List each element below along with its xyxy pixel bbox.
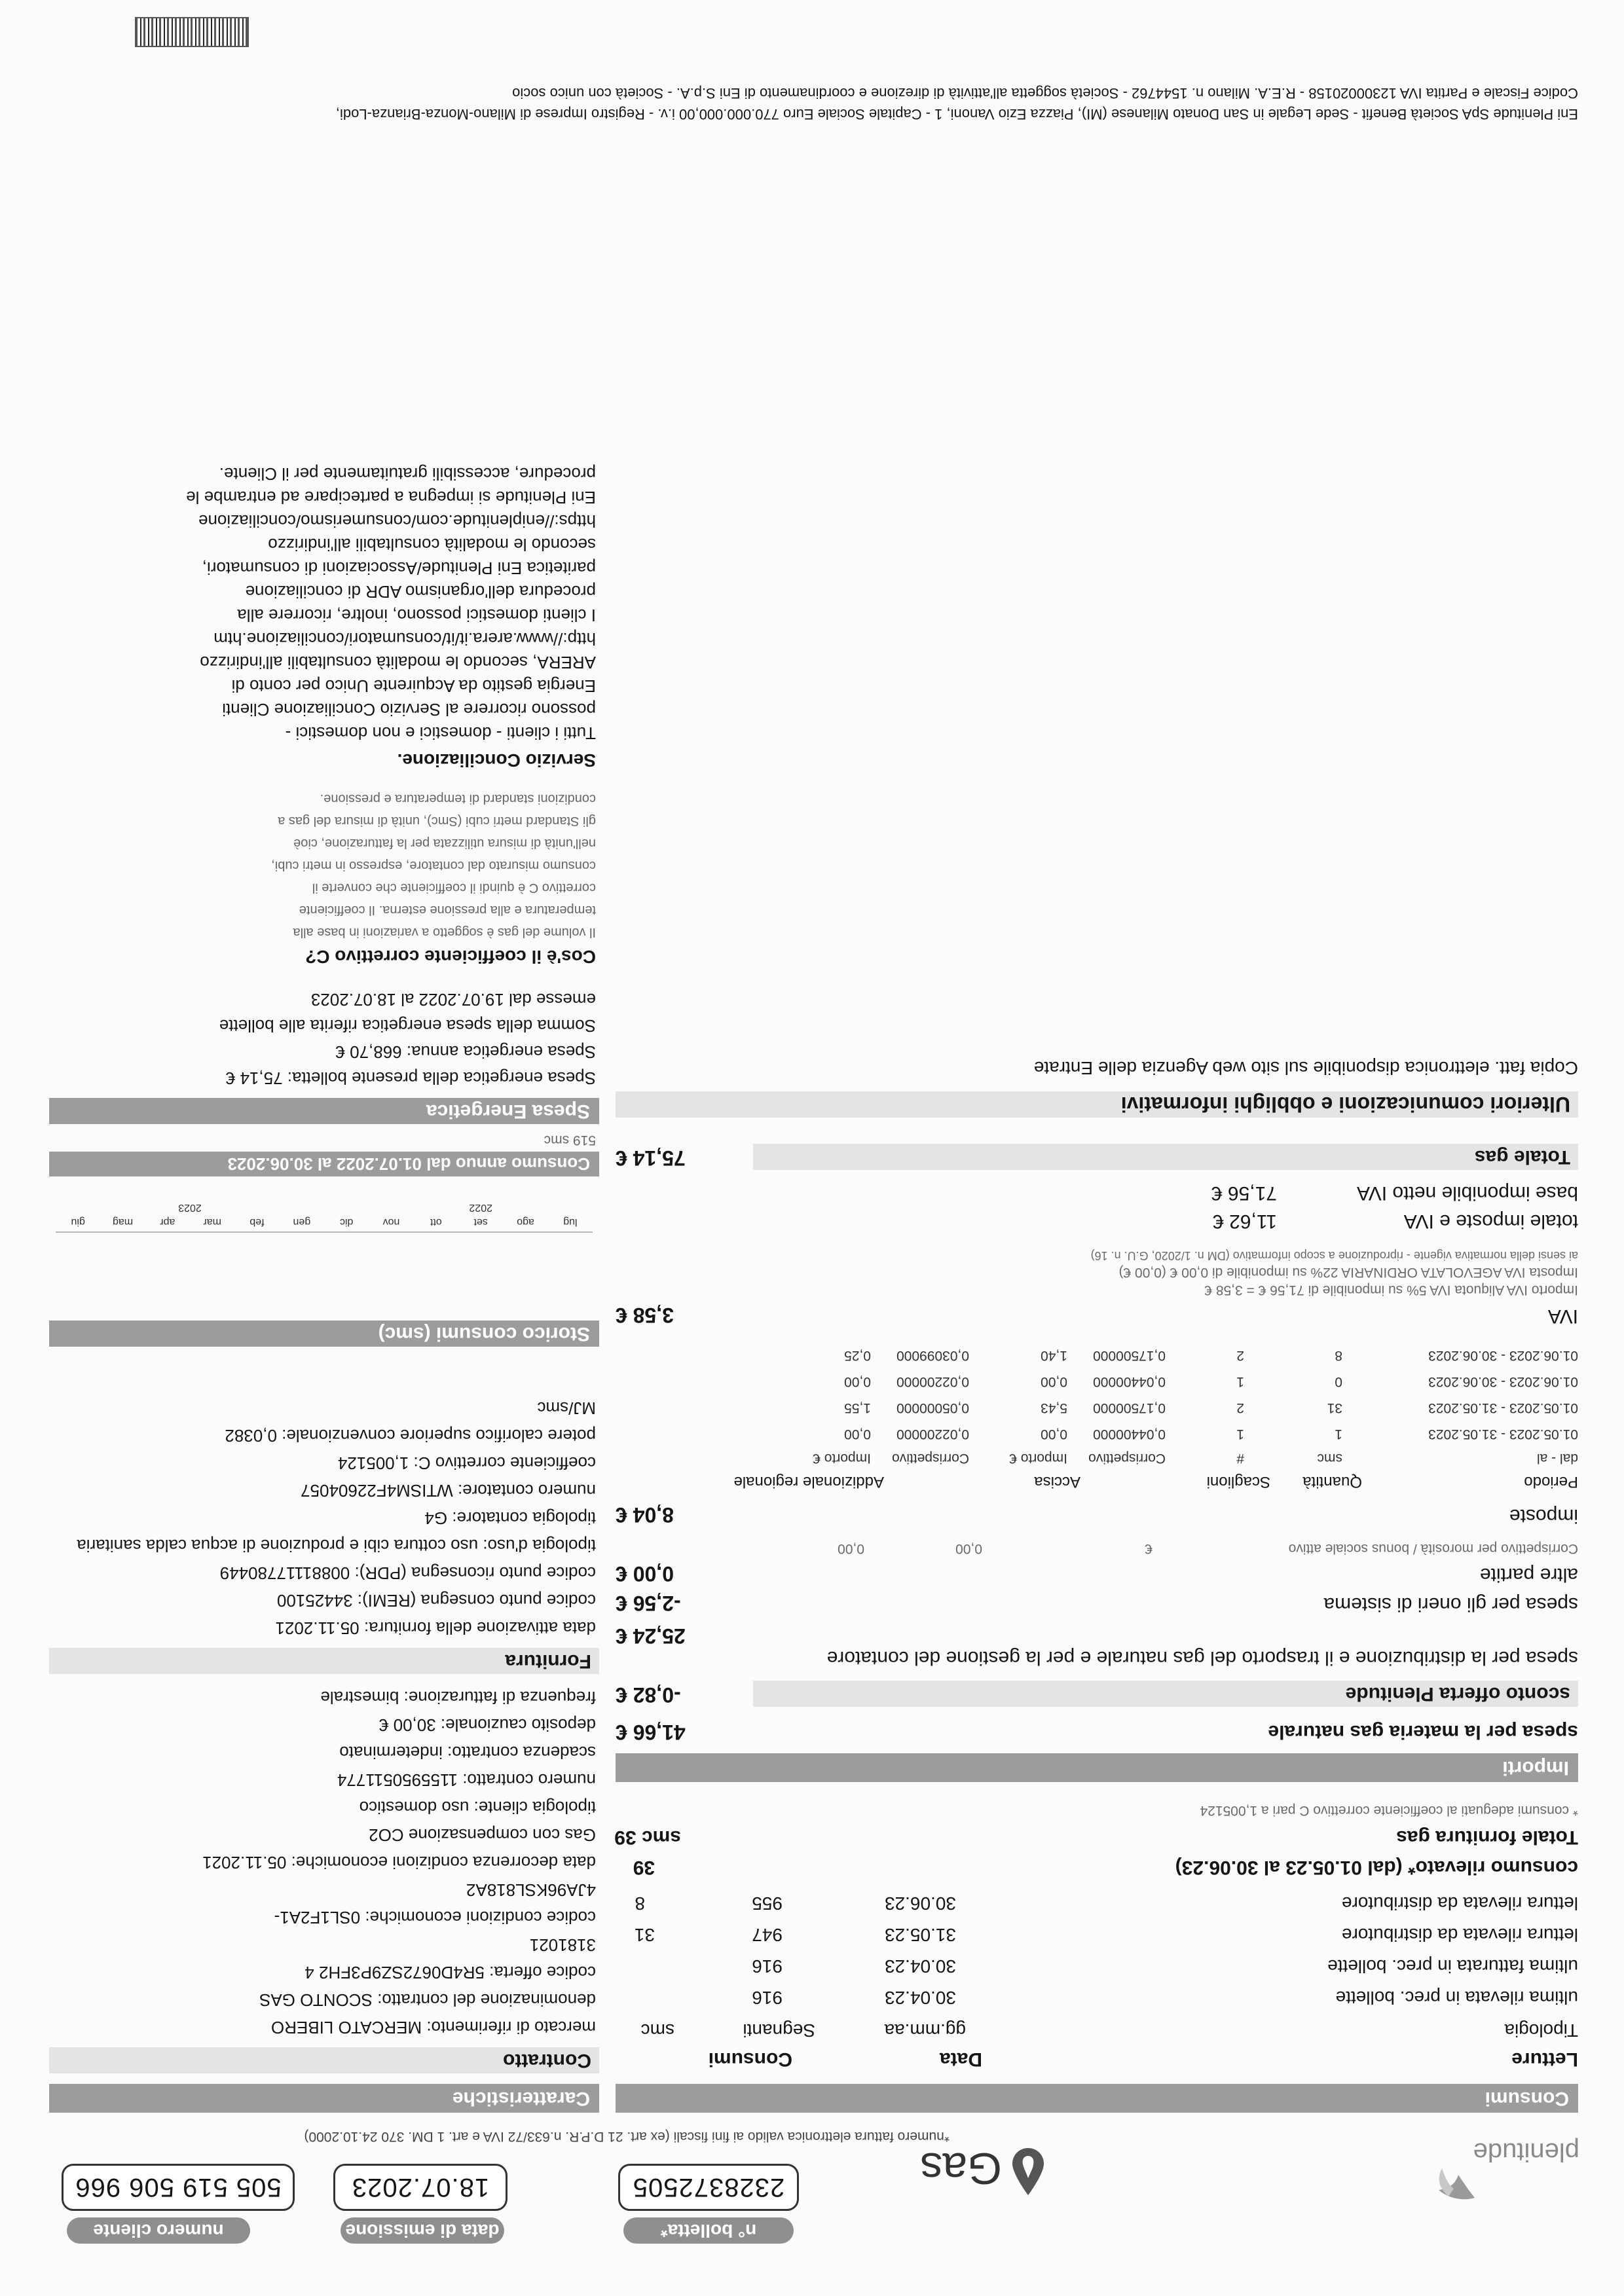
imposte-subcol: Corrispettivo [892,1451,969,1466]
imposte-cell: 0,02200000 [896,1374,969,1389]
correttivo-line: nell'unità di misura utilizzata per la fatturazione, cioè [293,836,596,850]
conciliazione-line: possono ricorrere al Servizio Conciliazione Clienti [222,700,596,720]
conciliazione-line: http://www.arera.it/it/consumatori/conciliazione.htm [213,629,596,649]
correttivo-line: gli Standard metri cubi (Smc), unità di misura del gas a [278,814,596,828]
customer-number-value: 505 519 506 966 [62,2164,295,2211]
imposte-cell: 01.06.2023 - 30.06.2023 [1428,1374,1578,1389]
importi-band: Importi [616,1753,1578,1782]
imposte-cell: 1 [1335,1427,1342,1442]
contratto-line: deposito cauzionale: 30,00 € [378,1715,596,1735]
invoice-number-value: 2328372505 [618,2164,799,2211]
chart-category-label: lug [563,1216,578,1228]
chart-category-label: apr [160,1216,175,1228]
reading-smc: 8 [635,1893,645,1914]
chart-category-label: feb [249,1216,265,1228]
oneri-label: spesa per gli oneri di sistema [1323,1594,1578,1615]
imposte-cell: 0,03099000 [896,1348,969,1363]
altre-partite-label: altre partite [1479,1564,1578,1586]
col-segnanti-header: Segnanti [743,2020,815,2041]
imposte-label: imposte [1509,1505,1578,1527]
fornitura-line: potere calorifico superiore convenzionale: 0,0382 [225,1426,596,1446]
storico-band: Storico consumi (smc) [49,1321,599,1347]
consumi-footnote: * consumi adeguati al coefficiente correttivo C pari a 1,005124 [1200,1803,1578,1818]
chart-category-label: set [473,1216,488,1228]
chart-category-label: mar [203,1216,221,1228]
imposte-subcol: # [1236,1451,1244,1466]
altre-partite-amount: 0,00 [838,1541,864,1556]
brand-logo [1422,2138,1579,2204]
legal-footer-line-2: Codice Fiscale e Partita IVA 12300020158 - R.E.A. Milano n. 1544762 - Società soggetta all'attività di direzione e coordinamento di Eni S.p.A. - Società con unico socio [512,85,1578,101]
consumption-bar-chart [49,1199,599,1311]
totale-fornitura-label: Totale fornitura gas [1396,1827,1578,1848]
conciliazione-line: Tutti i clienti - domestici e non domestici - [285,723,596,743]
chart-category-label: gen [293,1216,311,1228]
invoice-number-label: n° bolletta* [623,2217,794,2244]
fornitura-line: data attivazione della fornitura: 05.11.2021 [275,1618,596,1638]
caratteristiche-band: Caratteristiche [49,2084,599,2113]
imposte-cell: 1 [1236,1427,1244,1442]
conciliazione-title: Servizio Conciliazione. [397,750,596,771]
imposte-subcol: Importo € [813,1451,871,1466]
imposte-cell: 31 [1327,1400,1342,1415]
legal-footer-line-1: Eni Plenitude SpA Società Benefit - Sede Legale in San Donato Milanese (MI), Piazza Ezio Vanoni, 1 - Capitale Sociale Euro 770.000.000,00 i.v. - Registro Imprese di Milano-Monza-Brianza-Lodi, [335,106,1578,122]
imposte-cell: 1,40 [1041,1348,1067,1363]
contratto-line: scadenza contratto: indeterminato [339,1743,596,1762]
correttivo-line: correttivo C è quindi il coefficiente che converte il [312,881,596,895]
altre-partite-detail: Corrispettivo per morosità / bonus sociale attivo [1288,1541,1578,1556]
imposte-cell: 01.05.2023 - 31.05.2023 [1428,1400,1578,1415]
reading-type: ultima rilevata in prec. bollette [1335,1988,1578,2008]
col-data-header: Data [939,2049,982,2070]
spesa-energetica-band: Spesa Energetica [49,1098,599,1124]
imposte-subcol: Corrispettivo [1088,1451,1166,1466]
conciliazione-line: procedure, accessibili gratuitamente per il Cliente. [219,464,596,484]
iva-note-2: ai sensi della normativa vigente - riproduzione a scopo informativo (DM n. 1/2020, G.U. n. 16) [1090,1249,1578,1262]
fornitura-line: coefficiente correttivo C: 1,005124 [337,1453,596,1473]
consumi-band: Consumi [616,2084,1578,2113]
storico-caption-band: Consumo annuo dal 01.07.2022 al 30.06.2023 [49,1152,599,1176]
chart-category-label: ott [430,1216,442,1228]
fornitura-line: MJ/smc [537,1398,596,1418]
imposte-col-periodo: Periodo [1524,1473,1578,1491]
imposte-cell: 0,00 [844,1374,871,1389]
col-smc-header: smc [640,2020,674,2041]
reading-value: 916 [752,1988,783,2008]
imposte-col-quantita: Quantità [1302,1473,1362,1491]
contratto-line: 4JA96KSL818A2 [466,1880,596,1900]
ulteriori-band: Ulteriori comunicazioni e obblighi informativi [616,1091,1578,1118]
customer-number-label: numero cliente [67,2217,250,2244]
conciliazione-line: https://eniplenitude.com/consumerismo/conciliazione [198,511,596,531]
reading-type: lettura rilevata da distributore [1341,1893,1578,1914]
col-date-format: gg.mm.aa [884,2020,966,2041]
reading-date: 30.04.23 [885,1988,956,2008]
imposte-cell: 0,04400000 [1093,1427,1166,1442]
reading-date: 31.05.23 [885,1925,956,1945]
col-tipologia-header: Tipologia [1504,2020,1578,2041]
col-consumi-header: Consumi [708,2049,792,2070]
correttivo-line: condizioni standard di temperatura e pressione. [320,792,596,806]
chart-year-label: 2022 [469,1202,492,1213]
materia-gas-value: 41,66 € [616,1721,686,1744]
distribuzione-label: spesa per la distribuzione e il trasporto del gas naturale e per la gestione del contatore [826,1647,1578,1669]
correttivo-line: temperatura e alla pressione esterna. Il coefficiente [299,903,596,917]
correttivo-line: Il volume del gas è soggetto a variazioni in base alla [293,925,596,939]
service-name: Gas [920,2143,1002,2193]
base-imponibile-label: base imponibile netto IVA [1357,1182,1578,1204]
contratto-line: Gas con compensazione CO2 [369,1825,596,1845]
iva-label: IVA [1547,1305,1578,1327]
conciliazione-line: ARERA, secondo le modalità consultabili all'indirizzo [200,653,596,672]
brand-name: plenitude [1473,2138,1579,2166]
contratto-line: 3181021 [529,1935,596,1955]
distribuzione-value: 25,24 € [616,1624,686,1648]
iva-value: 3,58 € [616,1303,674,1327]
imposte-cell: 1,55 [844,1400,871,1415]
contratto-line: mercato di riferimento: MERCATO LIBERO [270,2018,596,2037]
consumo-rilevato-label: consumo rilevato* (dal 01.05.23 al 30.06.23) [1175,1857,1578,1878]
iva-detail: Importo IVA Aliquota IVA 5% su imponibile di 71,56 € = 3,58 € [1204,1283,1578,1298]
reading-date: 30.06.23 [885,1893,956,1914]
imposte-cell: 0,00 [844,1427,871,1442]
consumption-chart [49,1199,599,1311]
gas-drop-icon [1008,2145,1048,2198]
issue-date-label: data di emissione [341,2217,504,2244]
chart-category-label: dic [339,1216,354,1228]
contratto-band: Contratto [49,2047,599,2073]
imposte-cell: 0,17500000 [1093,1348,1166,1363]
reading-type: ultima fatturata in prec. bollette [1327,1956,1578,1977]
contratto-line: denominazione del contratto: SCONTO GAS [259,1990,596,2010]
totale-fornitura-value: smc 39 [614,1827,681,1848]
imposte-col-addizionale: Addizionale regionale [733,1473,884,1491]
fornitura-line: codice punto riconsegna (PDR): 00881117780449 [219,1563,596,1583]
correttivo-title: Cos'è il coefficiente correttivo C? [305,947,596,967]
fornitura-line: tipologia d'uso: uso cottura cibi e produzione di acqua calda sanitaria [77,1536,596,1556]
imposte-col-accisa: Accisa [1034,1473,1080,1491]
altre-partite-unit: € [1145,1541,1153,1556]
contratto-line: data decorrenza condizioni economiche: 05.11.2021 [202,1853,596,1872]
chart-category-label: giu [71,1216,85,1228]
barcode-stamp [135,17,249,47]
reading-smc: 31 [634,1925,655,1945]
gas-service-label [904,2139,1048,2198]
spesa-line: Spesa energetica annua: 668,70 € [335,1042,596,1062]
imposte-cell: 0,17500000 [1093,1400,1166,1415]
reading-date: 30.04.23 [885,1956,956,1977]
fornitura-band: Fornitura [49,1648,599,1674]
spesa-line: Spesa energetica della presente bolletta: 75,14 € [225,1068,596,1088]
conciliazione-line: Energia gestito da Acquirente Unico per conto di [231,676,596,696]
imposte-cell: 0 [1335,1374,1342,1389]
totale-gas-value: 75,14 € [616,1146,686,1170]
imposte-cell: 8 [1335,1348,1342,1363]
issue-date-value: 18.07.2023 [333,2164,507,2211]
sconto-value: -0,82 € [616,1683,681,1707]
imposte-cell: 0,25 [844,1348,871,1363]
totale-imposte-value: 11,62 € [1213,1211,1277,1232]
chart-category-label: ago [517,1216,534,1228]
spesa-line: Somma della spesa energetica riferita alle bollette [219,1016,596,1036]
ulteriori-text: Copia fatt. elettronica disponibile sul sito web Agenzia delle Entrate [1033,1058,1578,1078]
contratto-line: codice offerta: 5R4D0672SZ9P3FH2 4 [304,1963,596,1982]
conciliazione-line: Eni Plenitude si impegna a partecipare ad entrambe le [186,488,596,507]
sconto-band: sconto offerta Plenitude [753,1681,1578,1707]
altre-partite-rate: 0,00 [955,1541,982,1556]
reading-type: lettura rilevata da distributore [1341,1925,1578,1945]
imposte-col-scaglioni: Scaglioni [1206,1473,1270,1491]
reading-value: 955 [752,1893,783,1914]
imposte-cell: 01.05.2023 - 31.05.2023 [1428,1427,1578,1442]
storico-unit: 519 smc [544,1133,596,1148]
imposte-cell: 0,05000000 [896,1400,969,1415]
altre-partite-value: 0,00 € [616,1562,674,1586]
oneri-value: -2,56 € [616,1592,681,1615]
imposte-cell: 5,43 [1041,1400,1067,1415]
correttivo-line: consumo misurato dal contatore, espresso in metri cubi, [271,858,596,873]
reading-value: 947 [752,1925,783,1945]
imposte-cell: 01.06.2023 - 30.06.2023 [1428,1348,1578,1363]
chart-year-label: 2023 [178,1202,202,1213]
iva-note-1: Imposta IVA AGEVOLATA ORDINARIA 22% su imponibile di 0,00 € (0,00 €) [1118,1265,1578,1280]
materia-gas-label: spesa per la materia gas naturale [1268,1721,1578,1743]
fornitura-line: codice punto consegna (REMI): 34425100 [276,1591,596,1611]
reading-value: 916 [752,1956,783,1977]
contratto-line: tipologia cliente: uso domestico [359,1798,596,1817]
contratto-line: numero contratto: 1155950511774 [337,1770,596,1790]
conciliazione-line: procedura dell'organismo ADR di conciliazione [245,582,596,602]
chart-category-label: nov [382,1216,400,1228]
spesa-line: emesse dal 19.07.2022 al 18.07.2023 [310,990,596,1010]
invoice-note: *numero fattura elettronica valido ai fini fiscali (ex art. 21 D.P.R. n.633/72 IVA e art. 1 DM. 370 24.10.2000) [304,2129,950,2144]
chart-category-label: mag [112,1216,134,1228]
imposte-subcol: dal - al [1536,1451,1578,1466]
conciliazione-line: I clienti domestici possono, inoltre, ricorrere alla [237,606,596,625]
letture-heading: Letture [1511,2049,1578,2070]
contratto-line: frequenza di fatturazione: bimestrale [320,1688,596,1707]
imposte-cell: 0,00 [1041,1427,1067,1442]
imposte-cell: 0,02200000 [896,1427,969,1442]
consumo-rilevato-value: 39 [633,1857,655,1878]
imposte-cell: 0,00 [1041,1374,1067,1389]
conciliazione-line: paritetica Eni Plenitude/Associazioni di consumatori, [202,558,596,578]
imposte-cell: 2 [1236,1348,1244,1363]
totale-imposte-label: totale imposte e IVA [1403,1211,1578,1232]
imposte-subcol: Importo € [1009,1451,1067,1466]
base-imponibile-value: 71,56 € [1211,1182,1277,1204]
contratto-line: codice condizioni economiche: 0SL1F2A1- [274,1908,596,1927]
imposte-subcol: smc [1317,1451,1342,1466]
fornitura-line: numero contatore: WTISM4F22604057 [301,1481,596,1501]
totale-gas-band: Totale gas [753,1144,1578,1170]
imposte-value: 8,04 € [616,1503,674,1527]
imposte-cell: 2 [1236,1400,1244,1415]
conciliazione-line: secondo le modalità consultabili all'indirizzo [268,535,596,555]
imposte-cell: 1 [1236,1374,1244,1389]
imposte-cell: 0,04400000 [1093,1374,1166,1389]
fornitura-line: tipologia contatore: G4 [424,1508,596,1528]
